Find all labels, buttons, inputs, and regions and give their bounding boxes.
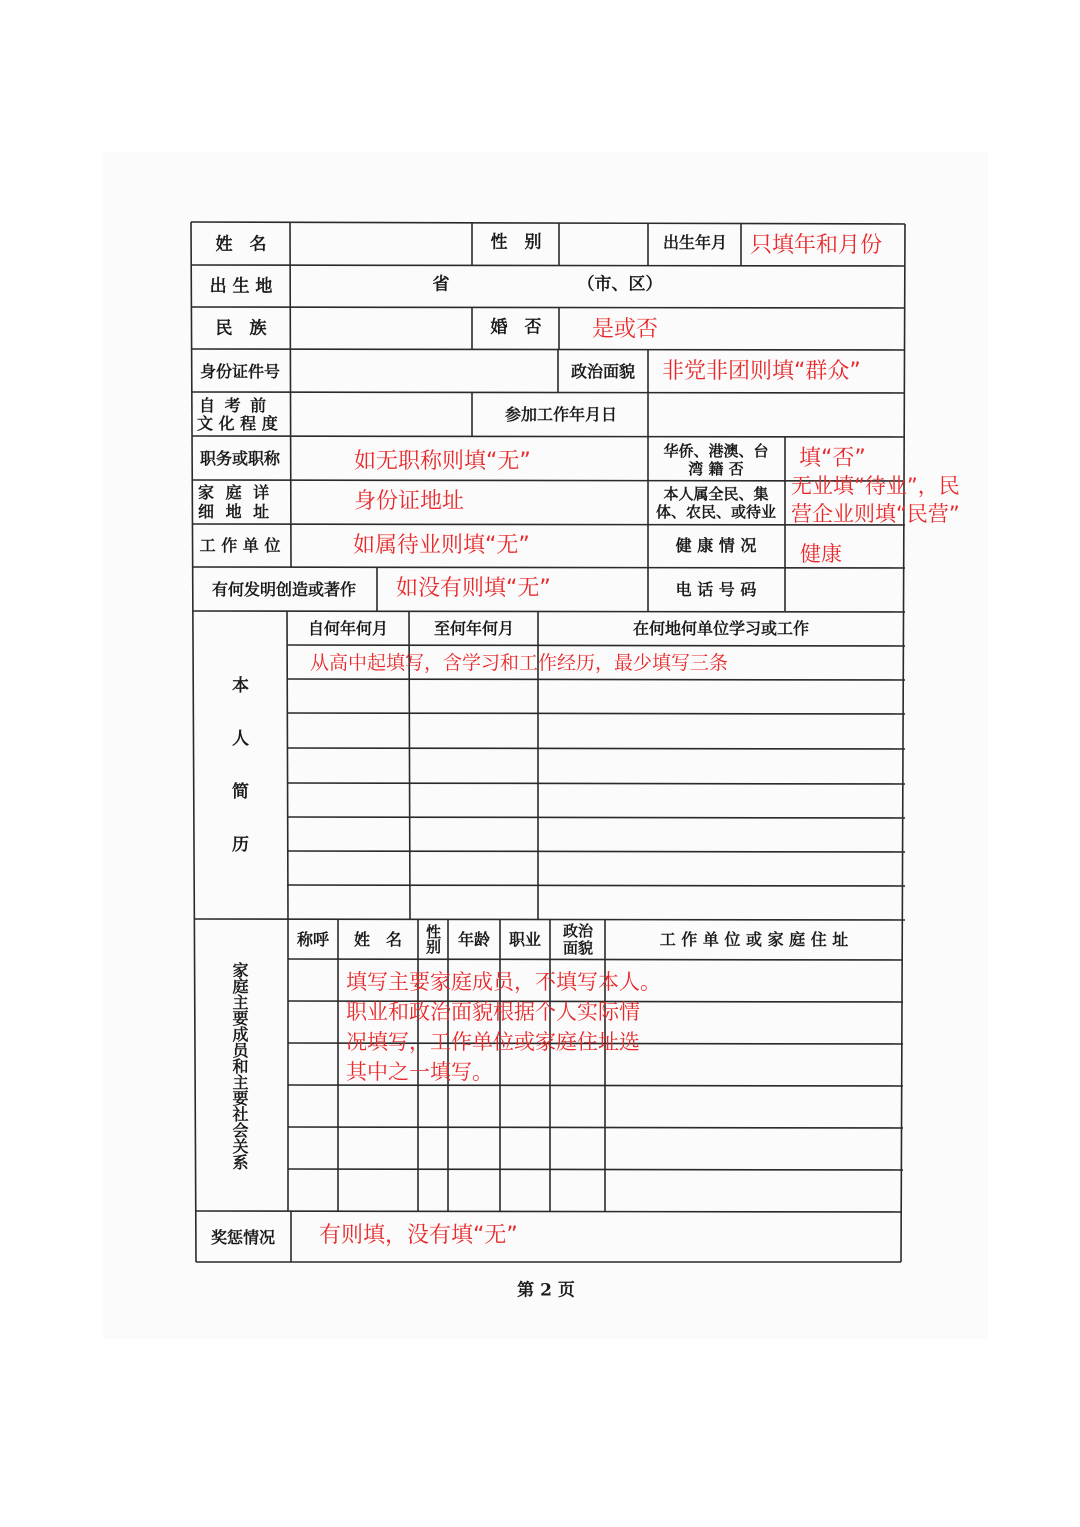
note-marital: 是或否 xyxy=(592,317,659,342)
overseas-label-1: 华侨、港澳、台 xyxy=(663,441,769,460)
education-label-2: 文 化 程 度 xyxy=(197,414,278,433)
work-start-label: 参加工作年月日 xyxy=(504,405,618,425)
address-label-1: 家 庭 详 xyxy=(198,483,273,502)
address-label-2: 细 地 址 xyxy=(198,502,273,521)
gender-label: 性 别 xyxy=(490,232,542,253)
fam-political-label-2: 面貌 xyxy=(562,938,594,957)
political-label: 政治面貌 xyxy=(570,362,636,382)
fam-job-label: 职业 xyxy=(508,930,542,950)
note-residence-1: 无业填“待业”，民 xyxy=(791,474,960,498)
fam-name-label: 姓 名 xyxy=(353,930,403,950)
note-employer: 如属待业则填“无” xyxy=(353,533,530,558)
note-family-2: 职业和政治面貌根据个人实际情 xyxy=(346,1000,640,1024)
education-label-1: 自 考 前 xyxy=(199,396,269,415)
residence-label-1: 本人属全民、集 xyxy=(663,484,769,503)
note-title: 如无职称则填“无” xyxy=(354,449,531,474)
title-label: 职务或职称 xyxy=(199,449,281,469)
note-invention: 如没有则填“无” xyxy=(396,576,551,601)
city-label: （市、区） xyxy=(577,274,663,295)
note-residence-2: 营企业则填“民营” xyxy=(791,502,960,526)
health-label: 健 康 情 况 xyxy=(675,536,757,556)
marital-label: 婚 否 xyxy=(490,317,542,338)
fam-relation-label: 称呼 xyxy=(296,930,330,950)
resume-from-label: 自何年何月 xyxy=(307,619,389,639)
fam-address-label: 工 作 单 位 或 家 庭 住 址 xyxy=(659,930,849,950)
resume-where-label: 在何地何单位学习或工作 xyxy=(632,619,810,639)
note-overseas: 填“否” xyxy=(799,446,866,471)
awards-label: 奖惩情况 xyxy=(210,1228,276,1248)
note-awards: 有则填，没有填“无” xyxy=(319,1223,518,1248)
family-label: 家庭主要成员和主要社会关系 xyxy=(230,962,249,1170)
note-family-3: 况填写，工作单位或家庭住址选 xyxy=(346,1030,640,1054)
overseas-label-2: 湾 籍 否 xyxy=(688,459,744,478)
fam-age-label: 年龄 xyxy=(457,930,491,950)
residence-label-2: 体、农民、或待业 xyxy=(655,502,777,521)
fam-gender-label: 性别 xyxy=(424,924,442,954)
note-birth: 只填年和月份 xyxy=(750,233,883,258)
fam-political-label-1: 政治 xyxy=(562,921,594,940)
page-number: 第 2 页 xyxy=(517,1280,575,1301)
note-health: 健康 xyxy=(800,542,842,566)
birth-label: 出生年月 xyxy=(662,233,728,253)
phone-label: 电 话 号 码 xyxy=(675,580,757,600)
note-family-4: 其中之一填写。 xyxy=(346,1060,493,1084)
ethnicity-label: 民 族 xyxy=(215,318,267,339)
resume-to-label: 至何年何月 xyxy=(433,619,515,639)
birthplace-label: 出 生 地 xyxy=(209,276,273,297)
province-label: 省 xyxy=(432,274,450,295)
note-resume: 从高中起填写，含学习和工作经历，最少填写三条 xyxy=(310,652,729,674)
resume-label: 本人简历 xyxy=(228,676,248,888)
employer-label: 工 作 单 位 xyxy=(199,536,281,556)
note-family-1: 填写主要家庭成员，不填写本人。 xyxy=(346,970,661,994)
invention-label: 有何发明创造或著作 xyxy=(211,580,357,600)
note-address: 身份证地址 xyxy=(354,489,465,514)
name-label: 姓 名 xyxy=(215,234,267,255)
note-political: 非党非团则填“群众” xyxy=(662,359,861,384)
id-label: 身份证件号 xyxy=(199,362,281,382)
